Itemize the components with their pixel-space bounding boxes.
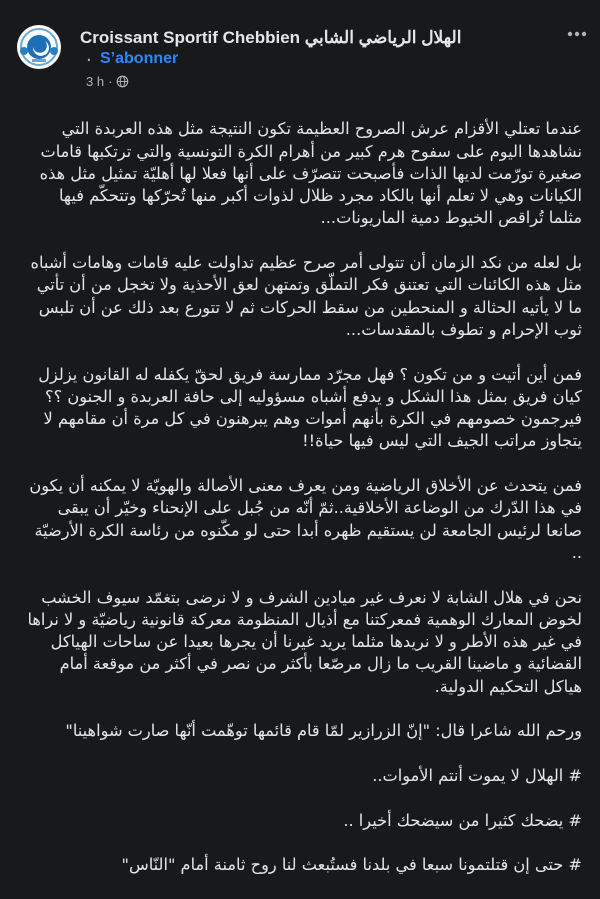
post-meta [86,74,129,89]
post-paragraph: ورحم الله شاعرا قال: "إنّ الزرازير لمّا قام قائمها توهّمت أنّها صارت شواهينا" [65,721,582,741]
hashtag-line: # حتى إن قتلتمونا سبعا في بلدنا فستُبعث لنا روح ثامنة أمام "النّاس" [121,855,582,875]
club-logo-icon [17,25,61,69]
hashtag-line: # يضحك كثيرا من سيضحك أخيرا .. [343,810,582,830]
page-name-link[interactable]: Croissant Sportif Chebbien الهلال الرياضي الشابي [80,28,462,47]
post-paragraph: فمن يتحدث عن الأخلاق الرياضية ومن يعرف معنى الأصالة والهويّة لا يمكنه أن يكون في هذا الدّرك من الوضاعة الأخلاقية..ثمّ أنّه من جُبل على الإنحناء وخيّر أن يبقى صانعا لرئيس الجامعة لن يستقيم ظهره أبدا حتى لو مكّنوه من رئاسة الكرة الأرضيّة .. [29,476,582,562]
post-paragraph: عندما تعتلي الأقزام عرش الصروح العظيمة تكون النتيجة مثل هذه العربدة التي نشاهدها اليوم على سفوح هرم كبير من أهرام الكرة التونسية والتي ترتكبها قامات صغيرة تورّمت لديها الذات فأصبحت تتصرّف على أنها فعلا لها أهليّة تمثيل مثل هذه الكيانات وهي لا تعلم أنها بالكاد مجرد ظلال لذوات أكبر منها تُحرّكها وتتحكّم فيها مثلما تُراقص الخيوط دمية الماريونات... [39,119,582,228]
post-paragraph: نحن في هلال الشابة لا نعرف غير ميادين الشرف و لا نرضى بتغمّد سيوف الخشب لخوض المعارك الوهمية فمعركتنا مع أذيال المنظومة معركة قانونية رياضيّة و لا نراها في غير هذه الأطر و لا نريدها مثلما يريد غيرنا أن يجرها بعيدا عن ساحات الهياكل القضائية و ماضينا القريب ما زال مرصّعا بأكثر من نصر في أكثر من موقعة أمام هياكل التحكيم الدولية. [27,587,582,696]
meta-dot: · [108,74,113,89]
club-logo-avatar[interactable] [17,25,61,69]
post-body [22,96,582,899]
hashtag-line: # الهلال لا يموت أنتم الأموات.. [372,765,582,785]
separator-dot: · [86,50,92,71]
post-timestamp[interactable]: 3 h [86,74,105,89]
post-paragraph: بل لعله من نكد الزمان أن تتولى أمر صرح عظيم تداولت عليه قامات وهامات أشباه مثل هذه الكائنات التي تعتنق فكر التملّق وتمتهن لعق الأحذية ولا تخجل من أن تأتي ما لا يأتيه الحثالة و المنحطين من سقط الحركات ثم لا تتورع بعد ذلك عن أن تلبس ثوب الإحرام و تطوف بالمقدسات... [30,253,582,339]
follow-button[interactable]: S’abonner [100,50,179,67]
post-header [0,0,600,92]
post-paragraph: فمن أين أتيت و من تكون ؟ فهل مجرّد ممارسة فريق لحقّ يكفله له القانون يزلزل كيان فريق بمثل هذا الشكل و يدفع أشباه مسؤوليه إلى حافة العربدة و الجنون ؟؟ فيرجمون خصومهم في الكرة بأنهم أموات وهم يبرهنون في كل مرة أن مقامهم لا يتجاوز مراتب الجيف التي ليس فيها حياة!! [38,364,582,451]
more-options-icon[interactable] [560,20,594,48]
globe-icon[interactable] [116,75,129,88]
